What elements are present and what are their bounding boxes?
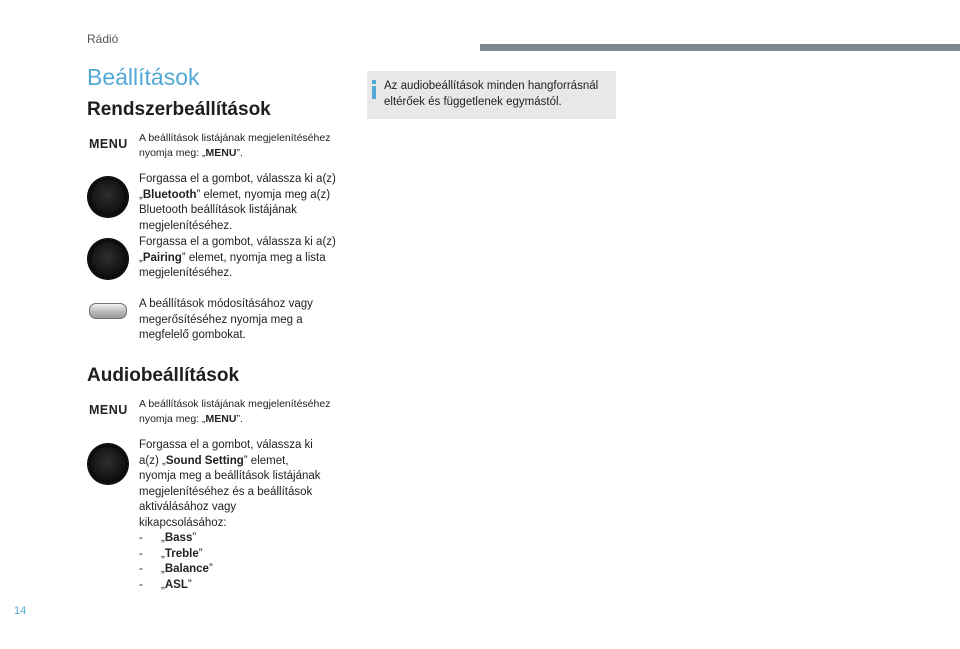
list-item: - „Bass” bbox=[139, 532, 197, 544]
sound-options-list bbox=[139, 531, 324, 593]
page-title: Beállítások bbox=[87, 64, 200, 90]
system-step-pairing-text: Forgassa el a gombot, válassza ki a(z) „Pairing” elemet, nyomja meg a lista megjelenítéséhez. bbox=[139, 236, 336, 279]
system-step-menu-text: A beállítások listájának megjelenítéséhez nyomja meg: „MENU”. bbox=[139, 132, 331, 159]
system-step-buttons-text: A beállítások módosításához vagy megerősítéséhez nyomja meg a megfelelő gombokat. bbox=[139, 298, 313, 341]
system-settings-heading: Rendszerbeállítások bbox=[87, 99, 271, 120]
rotary-knob-icon bbox=[88, 239, 128, 279]
info-note-text: Az audiobeállítások minden hangforrásnál eltérőek és függetlenek egymástól. bbox=[384, 80, 599, 108]
audio-step-menu-text: A beállítások listájának megjelenítéséhez nyomja meg: „MENU”. bbox=[139, 398, 331, 425]
pill-button-icon bbox=[89, 303, 127, 319]
page-number: 14 bbox=[14, 605, 27, 617]
info-icon bbox=[372, 80, 376, 98]
rotary-knob-icon bbox=[88, 444, 128, 484]
rotary-knob-icon bbox=[88, 177, 128, 217]
section-tag: Rádió bbox=[87, 32, 119, 46]
menu-button-icon: MENU bbox=[89, 137, 128, 151]
list-item: - „Balance” bbox=[139, 563, 213, 575]
header-divider-bar bbox=[480, 44, 960, 51]
audio-step-sound-setting-text: Forgassa el a gombot, válassza ki a(z) „Sound Setting” elemet, nyomja meg a beállítások listájának megjelenítéséhez és a beállítások aktiválásához vagy kikapcsolásához: - „Bass” - „Treble” - „Balance” - „ASL” bbox=[139, 438, 324, 593]
list-item: - „Treble” bbox=[139, 547, 203, 560]
audio-settings-heading: Audiobeállítások bbox=[87, 365, 240, 386]
menu-button-icon: MENU bbox=[89, 403, 128, 417]
list-item: - „ASL” bbox=[139, 578, 192, 591]
system-step-bluetooth-text: Forgassa el a gombot, válassza ki a(z) „Bluetooth” elemet, nyomja meg a(z) Bluetooth beállítások listájának megjelenítéséhez. bbox=[139, 173, 336, 232]
